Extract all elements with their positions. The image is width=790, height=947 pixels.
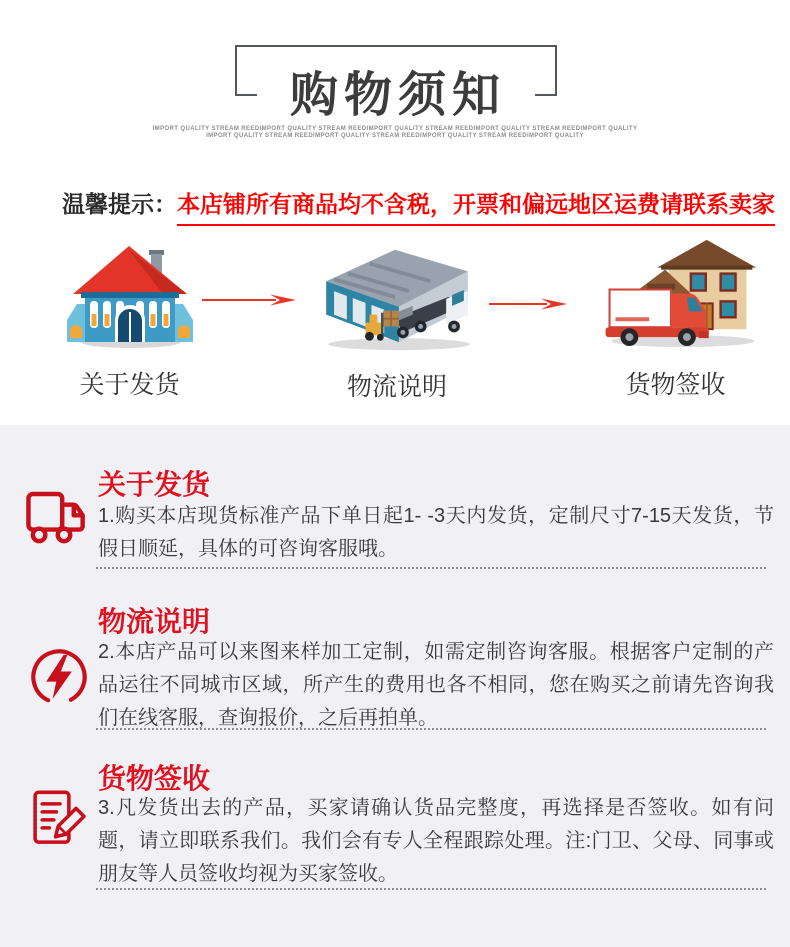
red-arrow-icon — [200, 291, 298, 309]
section-title-logistics: 物流说明 — [98, 606, 211, 637]
warm-tips-notice — [62, 186, 775, 219]
lightning-bolt-icon — [26, 644, 92, 710]
dotted-divider — [96, 728, 766, 730]
section-title-receipt: 货物签收 — [98, 763, 211, 794]
step-label-logistics: 物流说明 — [346, 373, 447, 401]
warehouse-truck-illustration-icon — [318, 236, 476, 354]
process-step-shipping — [52, 240, 207, 401]
section-title-shipping: 关于发货 — [98, 469, 211, 500]
red-arrow-icon — [487, 295, 569, 313]
process-step-logistics — [318, 236, 476, 403]
step-label-shipping: 关于发货 — [79, 371, 180, 399]
notice-text: 本店铺所有商品均不含税，开票和偏远地区运费请联系卖家 — [177, 191, 775, 226]
document-pencil-icon — [28, 786, 92, 852]
section-body-logistics: 2.本店产品可以来图来样加工定制，如需定制咨询客服。根据客户定制的产品运往不同城市区域，所产生的费用也各不相同，您在购买之前请先咨询我们在线客服，查询报价，之后再拍单。 — [98, 641, 774, 729]
dotted-divider — [96, 567, 766, 569]
dotted-divider — [96, 888, 766, 890]
step-label-receipt: 货物签收 — [625, 371, 726, 399]
section-body-receipt: 3.凡发货出去的产品，买家请确认货品完整度，再选择是否签收。如有问题，请立即联系我们。我们会有专人全程跟踪处理。注:门卫、父母、同事或朋友等人员签收均视为买家签收。 — [98, 797, 774, 885]
delivery-truck-house-illustration-icon — [590, 228, 762, 352]
process-step-receipt — [588, 228, 763, 401]
house-shipping-illustration-icon — [55, 240, 205, 352]
page-title: 购物须知 — [289, 69, 506, 122]
section-body-shipping: 1.购买本店现货标准产品下单日起1- -3天内发货，定制尺寸7-15天发货，节假日顺延，具体的可咨询客服哦。 — [98, 505, 774, 560]
tagline-line1: IMPORT QUALITY STREAM REEDIMPORT QUALITY STREAM REEDIMPORT QUALITY STREAM REEDIMPORT QUALITY STREAM REEDIMPORT QUALITY — [152, 126, 638, 132]
delivery-truck-icon — [24, 488, 88, 548]
tagline — [0, 126, 790, 140]
tagline-line2: IMPORT QUALITY STREAM REEDIMPORT QUALITY STREAM REEDIMPORT QUALITY STREAM REEDIMPORT QUALITY — [206, 133, 584, 139]
notice-label: 温馨提示： — [62, 191, 177, 217]
